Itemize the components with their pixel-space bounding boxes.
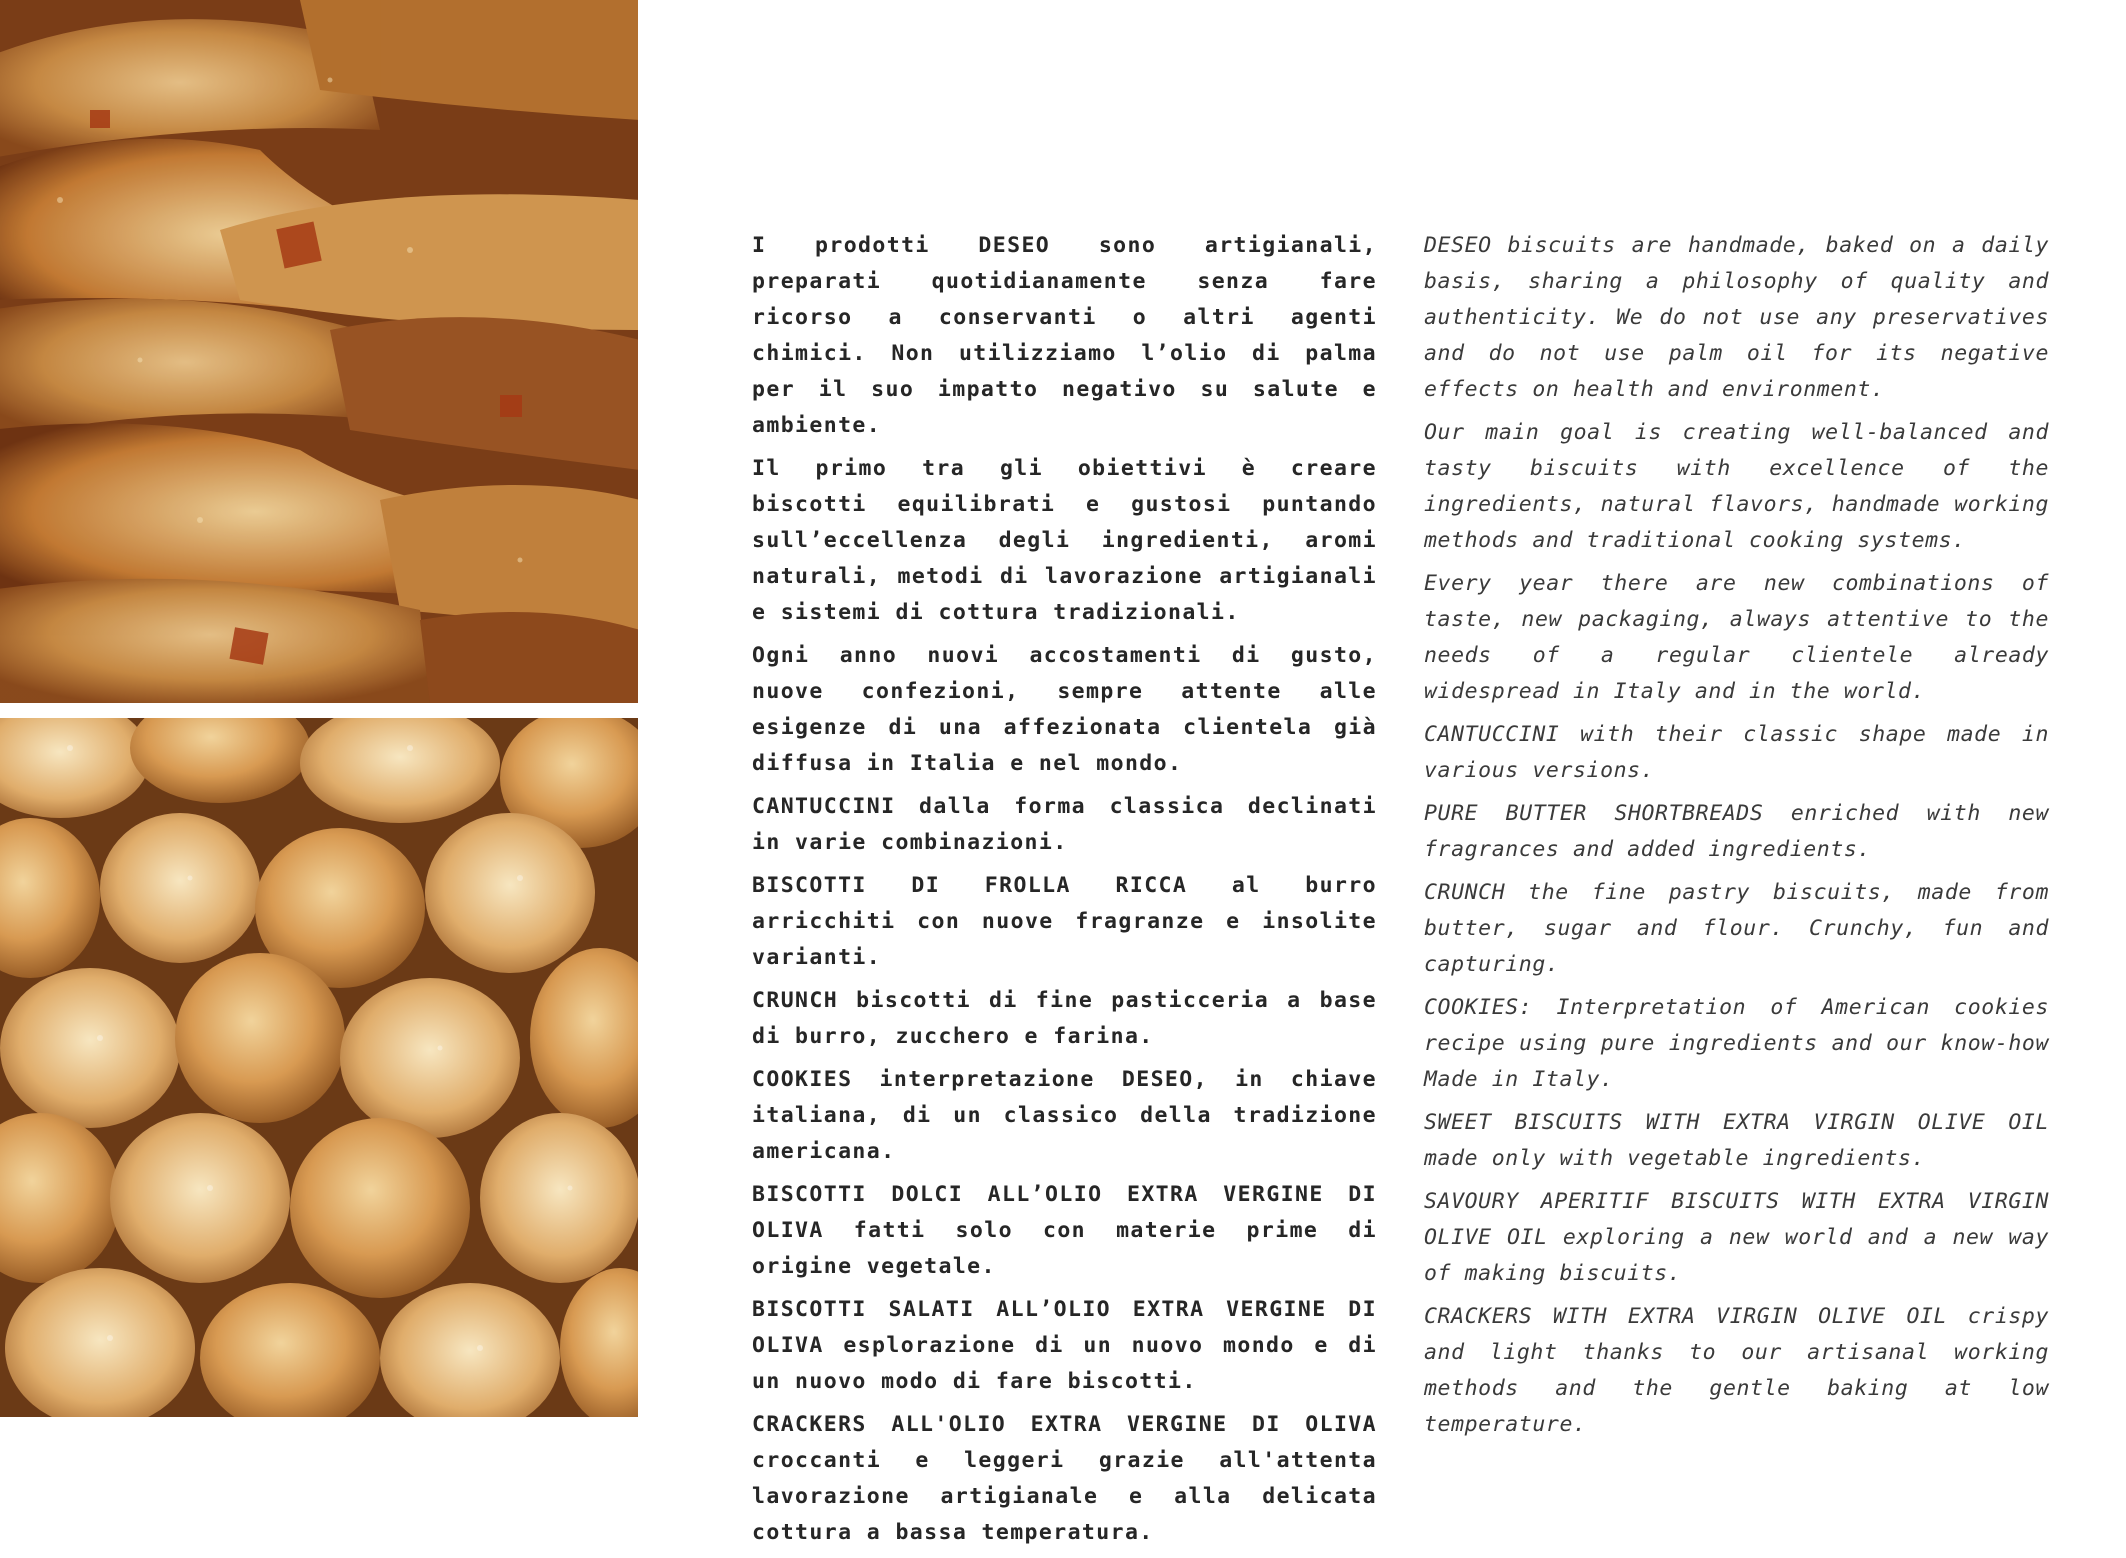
cantuccini-photo	[0, 0, 638, 703]
italian-paragraph: Il primo tra gli obiettivi è creare biscotti equilibrati e gustosi puntando sull’eccellenza degli ingredienti, aromi naturali, metodi di lavorazione artigianali e sistemi di cottura tradizionali.	[752, 456, 1377, 625]
english-paragraph: SAVOURY APERITIF BISCUITS WITH EXTRA VIRGIN OLIVE OIL exploring a new world and a new way of making biscuits.	[1424, 1189, 2049, 1286]
english-paragraph: DESEO biscuits are handmade, baked on a daily basis, sharing a philosophy of quality and authenticity. We do not use any preservatives and do not use palm oil for its negative effects on health and environment.	[1424, 233, 2049, 402]
round-biscuits-photo	[0, 718, 638, 1417]
italian-paragraph: CRACKERS ALL'OLIO EXTRA VERGINE DI OLIVA croccanti e leggeri grazie all'attenta lavorazione artigianale e alla delicata cottura a bassa temperatura.	[752, 1412, 1377, 1545]
italian-paragraph: Ogni anno nuovi accostamenti di gusto, nuove confezioni, sempre attente alle esigenze di una affezionata clientela già diffusa in Italia e nel mondo.	[752, 643, 1377, 776]
italian-paragraph: BISCOTTI SALATI ALL’OLIO EXTRA VERGINE DI OLIVA esplorazione di un nuovo mondo e di un nuovo modo di fare biscotti.	[752, 1297, 1377, 1394]
italian-paragraph: CRUNCH biscotti di fine pasticceria a base di burro, zucchero e farina.	[752, 988, 1377, 1049]
italian-paragraph: CANTUCCINI dalla forma classica declinati in varie combinazioni.	[752, 794, 1377, 855]
english-paragraph: PURE BUTTER SHORTBREADS enriched with new fragrances and added ingredients.	[1424, 801, 2049, 862]
english-paragraph: CRUNCH the fine pastry biscuits, made from butter, sugar and flour. Crunchy, fun and capturing.	[1424, 880, 2049, 977]
italian-paragraph: BISCOTTI DI FROLLA RICCA al burro arricchiti con nuove fragranze e insolite varianti.	[752, 873, 1377, 970]
english-text-column	[1424, 228, 2049, 1450]
italian-paragraph: BISCOTTI DOLCI ALL’OLIO EXTRA VERGINE DI OLIVA fatti solo con materie prime di origine vegetale.	[752, 1182, 1377, 1279]
english-paragraph: Every year there are new combinations of taste, new packaging, always attentive to the needs of a regular clientele already widespread in Italy and in the world.	[1424, 571, 2049, 704]
english-paragraph: CRACKERS WITH EXTRA VIRGIN OLIVE OIL crispy and light thanks to our artisanal working methods and the gentle baking at low temperature.	[1424, 1304, 2049, 1437]
english-paragraph: Our main goal is creating well-balanced and tasty biscuits with excellence of the ingredients, natural flavors, handmade working methods and traditional cooking systems.	[1424, 420, 2049, 553]
italian-text-column	[752, 228, 1377, 1558]
italian-paragraph: I prodotti DESEO sono artigianali, preparati quotidianamente senza fare ricorso a conservanti o altri agenti chimici. Non utilizziamo l’olio di palma per il suo impatto negativo su salute e ambiente.	[752, 233, 1377, 438]
english-paragraph: SWEET BISCUITS WITH EXTRA VIRGIN OLIVE OIL made only with vegetable ingredients.	[1424, 1110, 2049, 1171]
english-paragraph: CANTUCCINI with their classic shape made in various versions.	[1424, 722, 2049, 783]
italian-paragraph: COOKIES interpretazione DESEO, in chiave italiana, di un classico della tradizione americana.	[752, 1067, 1377, 1164]
english-paragraph: COOKIES: Interpretation of American cookies recipe using pure ingredients and our know-how Made in Italy.	[1424, 995, 2049, 1092]
